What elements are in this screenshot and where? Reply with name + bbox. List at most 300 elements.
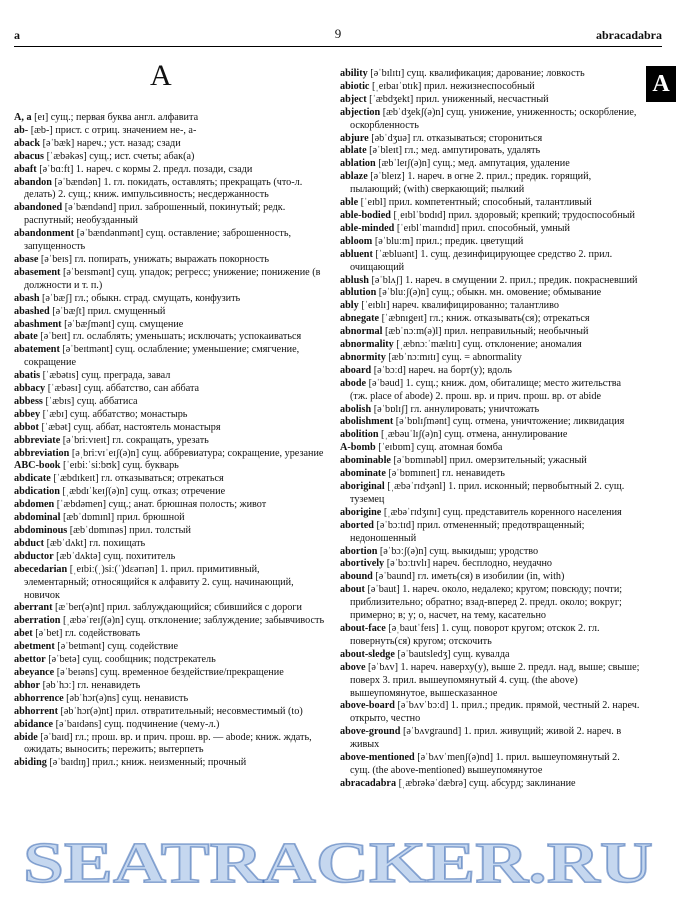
definition: 1. прил. исконный; первобытный 2. сущ. туземец [350, 481, 625, 505]
transcription: [æˈber(ə)nt] [55, 602, 105, 614]
dictionary-entry [340, 404, 640, 417]
headword: abjection [340, 106, 381, 118]
definition: сущ.; обыкн. мн. омовение; обмывание [431, 287, 602, 299]
headword: A-bomb [340, 442, 376, 454]
transcription: [əˌbautˈfeɪs] [388, 622, 439, 634]
dictionary-entry [14, 551, 326, 564]
headword: abiotic [340, 80, 370, 92]
definition: сущ. отмена, уничтожение; ликвидация [452, 416, 625, 428]
dictionary-entry [340, 752, 640, 778]
headword: about [340, 584, 365, 596]
definition: сущ. аббат, настоятель монастыря [73, 421, 221, 433]
headword: abracadabra [340, 777, 397, 789]
headword: abominate [340, 468, 386, 480]
transcription: [ˌæbəˈrɪdʒənl] [387, 481, 446, 492]
dictionary-entry [340, 249, 640, 275]
headword: abhorrence [14, 692, 64, 704]
definition: сущ. выкидыш; уродство [429, 545, 539, 557]
dictionary-entry [340, 326, 640, 339]
dictionary-entry [340, 546, 640, 559]
definition: гл. содействовать [64, 628, 141, 640]
definition: сущ. кувалда [453, 648, 510, 660]
transcription: [əˈbaɪd] [40, 731, 73, 743]
definition: сущ.; анат. брюшная полость; живот [108, 499, 267, 511]
headword: abdominous [14, 525, 68, 536]
transcription: [əbˈdʒuə] [371, 132, 411, 144]
definition: сущ. аббатство, сан аббата [83, 383, 200, 395]
dictionary-entry [14, 680, 326, 693]
headword: abet [14, 628, 33, 640]
transcription: [əˈbeɪs] [40, 253, 73, 265]
transcription: [ˈeɪblɪ] [361, 300, 390, 312]
dictionary-entry [14, 267, 326, 293]
dictionary-entry [14, 719, 326, 732]
transcription: [æbˈdɒmɪnl] [62, 512, 115, 524]
definition: сущ. подчинение (чему-л.) [103, 718, 220, 730]
dictionary-entry [14, 564, 326, 603]
headword: aboriginal [340, 481, 385, 492]
transcription: [əˈbɒlɪʃmənt] [395, 416, 451, 428]
transcription: [əˈbændən] [54, 176, 101, 188]
dictionary-entry [340, 352, 640, 365]
headword: ablation [340, 158, 376, 170]
transcription: [ˌæbdɪˈkeɪʃ(ə)n] [62, 486, 129, 498]
transcription: [əˈbɔːtɪd] [376, 519, 415, 531]
transcription: [ˌeɪblˈbɒdɪd] [393, 209, 446, 221]
headword: able-minded [340, 222, 395, 234]
headword: abnormal [340, 326, 383, 338]
dictionary-entry [340, 584, 640, 623]
dictionary-entry [340, 133, 640, 146]
dictionary-entry [340, 429, 640, 442]
dictionary-entry [340, 197, 640, 210]
dictionary-entry [14, 293, 326, 306]
definition: 1. нареч. с кормы 2. предл. позади, сзади [75, 163, 253, 175]
transcription: [ˈæbdʒekt] [369, 93, 414, 105]
watermark-logo [14, 832, 662, 892]
definition: прил. отмененный; предотвращенный; недоношенный [350, 519, 585, 544]
dictionary-entry [14, 602, 326, 615]
transcription: [æbˈdʒekʃ(ə)n] [382, 106, 444, 118]
transcription: [ˈæbəsɪ] [47, 383, 82, 395]
dictionary-entry [14, 254, 326, 267]
headword: abash [14, 292, 40, 304]
dictionary-entry [14, 448, 326, 461]
definition: сущ. преграда, завал [81, 370, 171, 382]
transcription: [əˈbæk] [42, 137, 75, 149]
definition: гл.; мед. ампутировать, удалять [404, 145, 541, 157]
transcription: [əbˈhɔː] [42, 679, 75, 691]
transcription: [ˈæbətɪs] [42, 370, 79, 382]
transcription: [əbˈhɔr(ə)ns] [66, 692, 120, 704]
dictionary-entry [340, 223, 640, 236]
definition: прил. неправильный; необычный [444, 326, 589, 338]
transcription: [əˈbʌv] [368, 661, 398, 673]
transcription: [əˈbɔːd] [373, 364, 406, 376]
definition: нареч. квалифицированно; талантливо [392, 300, 559, 312]
dictionary-entry [14, 125, 326, 138]
dictionary-entry [14, 538, 326, 551]
definition: прил. смущенный [87, 305, 166, 317]
dictionary-entry [14, 641, 326, 654]
definition: нареч. на борт(у); вдоль [408, 364, 512, 376]
definition: сущ. представитель коренного населения [443, 506, 622, 518]
headword: ably [340, 300, 359, 312]
definition: гл.; книж. отказывать(ся); отрекаться [429, 313, 590, 325]
headword: abdication [14, 486, 60, 498]
definition: сущ. упадок; регресс; унижение; понижение (в должности и т. п.) [24, 266, 321, 291]
dictionary-entry [14, 396, 326, 409]
transcription: [ˈeɪbiːˈsiːbʊk] [62, 460, 121, 472]
headword: abandoned [14, 202, 63, 214]
headword: aboard [340, 364, 372, 376]
right-column [340, 68, 640, 791]
definition: гл. сокращать, урезать [112, 434, 209, 446]
headword: abduct [14, 537, 45, 549]
definition: сущ. атомная бомба [416, 442, 503, 454]
headword: about-face [340, 622, 386, 634]
headword: abjure [340, 132, 369, 144]
transcription: [əˌbriːvɪˈeɪʃ(ə)n] [71, 447, 140, 459]
transcription: [əˈbluːʃ(ə)n] [378, 287, 430, 299]
headword: ablush [340, 274, 369, 286]
transcription: [əˈbɪlɪtɪ] [370, 68, 405, 79]
transcription: [əˈbɑːft] [39, 163, 74, 175]
headword: abbreviate [14, 434, 61, 446]
definition: прил. здоровый; крепкий; трудоспособный [448, 209, 635, 221]
headword: abashed [14, 305, 50, 317]
transcription: [ˌæbəˈreɪʃ(ə)n] [62, 615, 124, 627]
definition: сущ. отказ; отречение [130, 486, 226, 498]
definition: 1. нареч. в огне 2. прил.; предик. горящий, пылающий; (with) сверкающий; пылкий [350, 171, 592, 196]
definition: 1. нареч. в смущении 2. прил.; предик. покрасневший [405, 274, 638, 286]
dictionary-entry [340, 455, 640, 468]
definition: 1. нареч. около, недалеко; кругом; повсюду; почти; приблизительно; обратно; взад-вперед 2. предл. около; вокруг; примерно; в; у; о, насчет, на тему, касательно [350, 584, 623, 622]
transcription: [ˈæbət] [41, 421, 71, 433]
dictionary-entry [340, 662, 640, 701]
dictionary-entry [14, 486, 326, 499]
definition: прил. омерзительный; ужасный [449, 455, 587, 467]
dictionary-entry [340, 481, 640, 507]
transcription: [əˈbʌvˈmenʃ(ə)nd] [417, 752, 494, 764]
dictionary-entry [14, 460, 326, 473]
headword: abbacy [14, 383, 46, 395]
running-head-right: abracadabra [596, 28, 662, 42]
transcription: [ˈæbɪ] [42, 408, 68, 420]
dictionary-entry [340, 571, 640, 584]
dictionary-entry [340, 378, 640, 404]
transcription: [æbˈdʌkt] [46, 537, 87, 549]
dictionary-entry [340, 287, 640, 300]
transcription: [əˈbleɪz] [370, 171, 405, 183]
dictionary-entry [340, 365, 640, 378]
headword: above-mentioned [340, 752, 415, 764]
headword: A, a [14, 112, 32, 123]
transcription: [əˈbaɪdəns] [55, 718, 102, 730]
dictionary-entry [14, 435, 326, 448]
definition: гл.; обыкн. страд. смущать, конфузить [74, 292, 241, 304]
transcription: [ˌæbnɔːˈmælɪtɪ] [396, 339, 461, 351]
dictionary-entry [340, 236, 640, 249]
dictionary-entry [14, 164, 326, 177]
headword: abortion [340, 545, 378, 557]
dictionary-entry [14, 383, 326, 396]
page-number: 9 [334, 26, 342, 41]
definition: прист. с отриц. значением не-, а- [55, 124, 197, 136]
transcription: [əˈbetə] [48, 654, 80, 666]
headword: abatement [14, 344, 60, 356]
headword: aborted [340, 519, 374, 531]
headword: abbey [14, 408, 41, 420]
transcription: [eɪ] [34, 112, 49, 123]
dictionary-entry [14, 512, 326, 525]
transcription: [ˈæbdəmen] [56, 499, 106, 511]
transcription: [əˈbɒlɪʃ] [373, 403, 408, 415]
definition: гл. ненавидеть [77, 679, 141, 691]
headword: abashment [14, 318, 62, 330]
definition: гл. ослаблять; уменьшать; исключать; успокаиваться [72, 331, 302, 343]
definition: прил. компетентный; способный, талантливый [388, 197, 592, 209]
headword: able [340, 197, 359, 209]
headword: abortively [340, 558, 385, 570]
headword: above [340, 661, 366, 673]
headword: aborigine [340, 506, 382, 518]
transcription: [əˈbɔːtɪvlɪ] [386, 558, 431, 570]
transcription: [əˈbet] [35, 628, 63, 640]
dictionary-entry [14, 732, 326, 758]
transcription: [əˈbaut] [367, 584, 400, 596]
dictionary-entry [14, 499, 326, 512]
section-letter: A [150, 59, 172, 92]
dictionary-entry [340, 468, 640, 481]
transcription: [əˈbleɪt] [369, 145, 402, 157]
definition: нареч. бесплодно, неудачно [432, 558, 552, 570]
transcription: [ˈeɪbl] [360, 197, 387, 209]
headword: abound [340, 571, 373, 583]
transcription: [ˈæbdɪkeɪt] [53, 473, 99, 485]
headword: abode [340, 377, 367, 389]
definition: сущ. содействие [107, 641, 179, 653]
dictionary-entry [340, 778, 640, 791]
definition: прил. толстый [129, 525, 191, 536]
definition: нареч.; уст. назад; сзади [76, 137, 181, 149]
definition: гл. аннулировать; уничтожать [410, 403, 540, 415]
headword: ability [340, 68, 368, 79]
transcription: [əbˈhɔr(ə)nt] [60, 705, 113, 717]
headword: abdominal [14, 512, 61, 524]
definition: сущ. оставление; заброшенность, запущенность [24, 228, 292, 253]
transcription: [əˈbriːvɪeɪt] [62, 434, 110, 446]
headword: aback [14, 137, 41, 149]
dictionary-entry [14, 667, 326, 680]
transcription: [æbˈleɪʃ(ə)n] [378, 158, 431, 170]
dictionary-entry [14, 525, 326, 538]
transcription: [ˌeɪbiː(ˌ)siː(ˈ)dɛərɪən] [69, 563, 158, 575]
transcription: [ˌæbrəkəˈdæbrə] [398, 777, 467, 789]
transcription: [əˈbluːm] [374, 235, 414, 247]
dictionary-entry [340, 68, 640, 81]
definition: сущ. похититель [103, 550, 176, 562]
headword: abominable [340, 455, 391, 467]
dictionary-entry [340, 649, 640, 662]
definition: 1. нареч. наверху(у), выше 2. предл. над, выше; свыше; поверх 3. прил. вышеупомянутый 4. сущ. (the above) вышеупомянутое, вышесказанное [350, 661, 640, 699]
dictionary-entry [340, 81, 640, 94]
transcription: [æbˈnɔːm(ə)l] [385, 326, 442, 338]
definition: сущ. ненависть [121, 692, 189, 704]
transcription: [əˈbæʃt] [52, 305, 86, 317]
definition: прил. нежизнеспособный [423, 80, 535, 92]
transcription: [əˈbeɪt] [40, 331, 71, 343]
definition: прил. отвратительный; несовместимый (to) [115, 705, 303, 717]
definition: прил. заброшенный, покинутый; редк. распутный; необузданный [24, 202, 286, 227]
transcription: [əˈbæʃmənt] [64, 318, 115, 330]
definition: прил.; книж. неизменный; прочный [92, 757, 247, 769]
headword: abolishment [340, 416, 394, 428]
dictionary-entry [340, 158, 640, 171]
definition: сущ. ослабление; уменьшение; смягчение, сокращение [24, 344, 300, 369]
transcription: [æbˈdʌktə] [56, 550, 101, 562]
definition: гл. отказываться; отрекаться [101, 473, 224, 485]
definition: сущ. отмена, аннулирование [444, 429, 568, 441]
definition: сущ. = abnormality [441, 351, 522, 363]
transcription: [əˈbændənd] [64, 202, 117, 214]
dictionary-entry [14, 615, 326, 628]
dictionary-entry [340, 171, 640, 197]
headword: abnormity [340, 351, 386, 363]
definition: сущ. аббревиатура; сокращение, урезание [141, 447, 324, 459]
definition: сущ. квалификация; дарование; ловкость [406, 68, 585, 79]
running-head-left: a [14, 28, 20, 42]
definition: прил. брюшной [116, 512, 185, 524]
dictionary-entry [14, 473, 326, 486]
definition: 1. прил.; предик. прямой, честный 2. нареч. открыто, честно [350, 700, 640, 725]
transcription: [ˌæbəuˈlɪʃ(ə)n] [381, 429, 442, 441]
definition: сущ.; мед. ампутация, удаление [432, 158, 570, 170]
dictionary-entry [14, 306, 326, 319]
definition: прил. способный, умный [461, 222, 570, 234]
transcription: [əˈbeɪsmənt] [62, 266, 115, 278]
dictionary-entry [340, 520, 640, 546]
definition: сущ. букварь [122, 460, 179, 472]
headword: abnegate [340, 313, 380, 325]
dictionary-entry [340, 700, 640, 726]
headword: abhor [14, 679, 41, 691]
transcription: [ˈæbnɪgeɪt] [381, 313, 427, 325]
headword: ablate [340, 145, 367, 157]
definition: гл. отказываться; сторониться [412, 132, 543, 144]
dictionary-entry [14, 370, 326, 383]
definition: сущ. временное бездействие/прекращение [100, 666, 284, 678]
definition: сущ. смущение [117, 318, 184, 330]
transcription: [əˈbəud] [368, 377, 404, 389]
dictionary-entry [14, 693, 326, 706]
dictionary-entry [340, 726, 640, 752]
dictionary-entry [14, 422, 326, 435]
transcription: [ˌæbəˈrɪdʒɪnɪ] [383, 506, 441, 518]
dictionary-entry [14, 202, 326, 228]
headword: abloom [340, 235, 373, 247]
definition: 1. прил. вышеупомянутый 2. сущ. (the above-mentioned) вышеупомянутое [350, 752, 620, 776]
transcription: [ˈæbɪs] [45, 395, 75, 407]
dictionary-entry [14, 151, 326, 164]
transcription: [əˈbændənmənt] [76, 228, 144, 240]
headword: able-bodied [340, 209, 391, 221]
definition: 1. сущ.; книж. дом, обиталище; место жительства (тж. place of abode) 2. прош. вр. и прич. прош. вр. от abide [350, 377, 621, 402]
headword: abdomen [14, 499, 55, 511]
dictionary-entry [340, 94, 640, 107]
definition: прил. заблуждающийся; сбившийся с дороги [106, 602, 302, 614]
dictionary-entry [340, 107, 640, 133]
headword: abeyance [14, 666, 55, 678]
headword: abdicate [14, 473, 51, 485]
transcription: [əˈbeɪtmənt] [62, 344, 113, 356]
definition: 1. гл. покидать, оставлять; прекращать (что-л. делать) 2. сущ.; книж. импульсивность; несдержанность [24, 176, 303, 201]
dictionary-entry [340, 300, 640, 313]
definition: гл. ненавидеть [442, 468, 505, 480]
transcription: [ˈeɪblˈmaɪndɪd] [396, 222, 460, 234]
definition: 1. прил. примитивный, элементарный; относящийся к алфавиту 2. сущ. начинающий, новичок [24, 563, 294, 601]
dictionary-entry [14, 409, 326, 422]
dictionary-entry [340, 210, 640, 223]
headword: abductor [14, 550, 54, 562]
headword: ab- [14, 124, 29, 136]
watermark-text: SEATRACKER.RU [23, 832, 653, 892]
dictionary-entry [340, 416, 640, 429]
headword: ablaze [340, 171, 368, 183]
headword: abetment [14, 641, 55, 653]
transcription: [ˈæbluənt] [375, 248, 418, 260]
dictionary-entry [340, 442, 640, 455]
headword: abbreviation [14, 447, 70, 459]
transcription: [əˈblʌʃ] [371, 274, 403, 286]
transcription: [əˈbetmənt] [57, 641, 105, 653]
definition: прил.; предик. цветущий [415, 235, 524, 247]
definition: гл. иметь(ся) в изобилии (in, with) [417, 571, 565, 583]
dictionary-entry [14, 228, 326, 254]
headword: abandonment [14, 228, 75, 240]
dictionary-entry [340, 558, 640, 571]
headword: abecedarian [14, 563, 68, 575]
dictionary-entry [14, 177, 326, 203]
transcription: [æbˈnɔːmɪtɪ] [388, 351, 440, 363]
transcription: [ˈæbəkəs] [46, 150, 87, 162]
dictionary-entry [14, 344, 326, 370]
headword: ABC-book [14, 460, 61, 472]
definition: сущ. сообщник; подстрекатель [82, 654, 216, 666]
headword: abhorrent [14, 705, 58, 717]
headword: abatis [14, 370, 41, 382]
transcription: [əˈbʌvgraund] [402, 726, 462, 738]
headword: abate [14, 331, 38, 343]
dictionary-entry [340, 275, 640, 288]
headword: abnormality [340, 339, 394, 351]
dictionary-entry [14, 628, 326, 641]
headword: abandon [14, 176, 52, 188]
definition: сущ. отклонение; аномалия [462, 339, 582, 351]
dictionary-entry [14, 654, 326, 667]
definition: сущ. отклонение; заблуждение; забывчивость [126, 615, 325, 627]
definition: 1. сущ. поворот кругом; отскок 2. гл. повернуть(ся) кругом; отскочить [350, 622, 600, 647]
transcription: [əˈbɔːʃ(ə)n] [379, 545, 427, 557]
headword: abolish [340, 403, 372, 415]
headword: abidance [14, 718, 54, 730]
headword: abaft [14, 163, 37, 175]
definition: сущ. аббатство; монастырь [70, 408, 188, 420]
transcription: [æb-] [30, 124, 53, 136]
headword: above-ground [340, 726, 401, 738]
dictionary-entry [14, 138, 326, 151]
dictionary-entry [340, 507, 640, 520]
